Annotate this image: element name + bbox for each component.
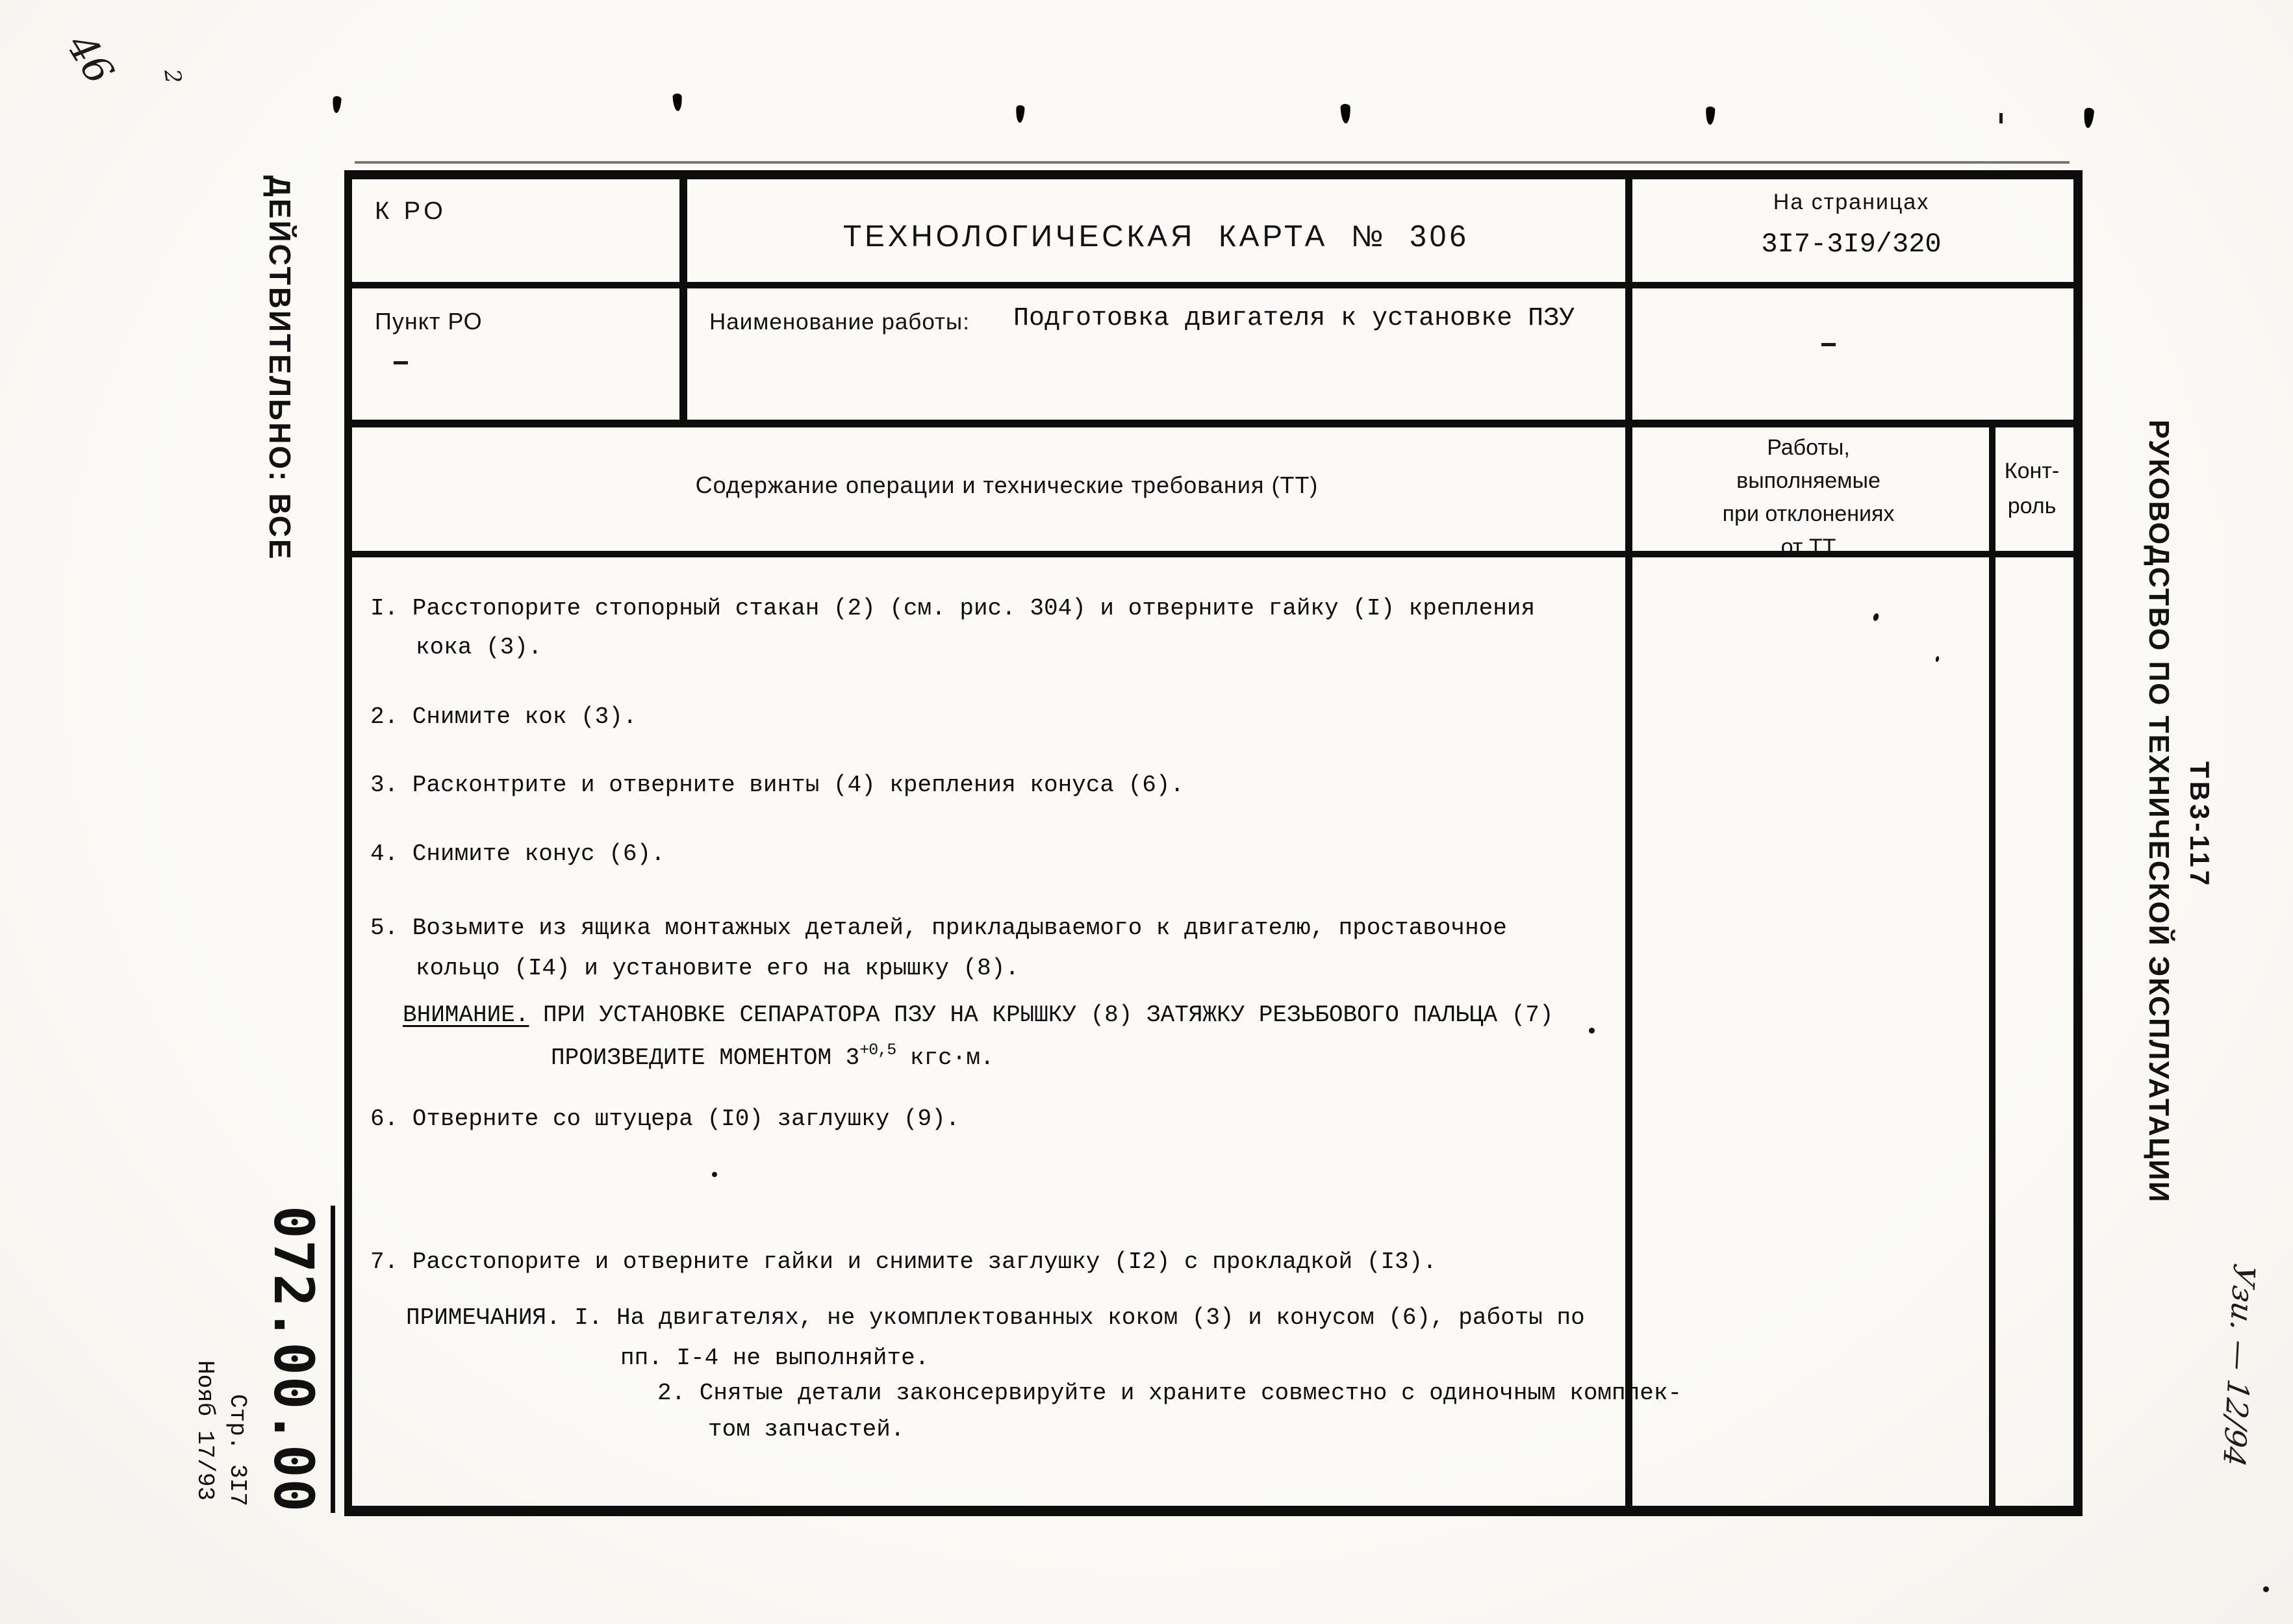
- speck: [1589, 1028, 1595, 1034]
- warning-label: ВНИМАНИЕ.: [403, 1002, 529, 1028]
- warning-text: ПРИ УСТАНОВКЕ СЕПАРАТОРА ПЗУ НА КРЫШКУ (8) ЗАТЯЖКУ РЕЗЬБОВОГО ПАЛЬЦА (7): [529, 1002, 1554, 1028]
- table-border-top: [344, 170, 2083, 179]
- table-border-left: [344, 170, 352, 1516]
- row-divider-1: [344, 282, 2083, 288]
- scan-mark: [1706, 107, 1716, 125]
- deviation-line-2: выполняемые: [1736, 468, 1881, 493]
- divider-kro-title: [679, 170, 687, 425]
- warning-line-1: [403, 1002, 1554, 1028]
- operation-1-line-1: I. Расстопорите стопорный стакан (2) (см. рис. 304) и отверните гайку (I) крепления: [370, 595, 1536, 622]
- punkt-ro-label: Пункт РО: [375, 308, 483, 335]
- scan-mark: [672, 94, 682, 112]
- stray-dash: [1821, 343, 1836, 346]
- scan-mark: [2083, 107, 2095, 128]
- warning-line-2: [551, 1041, 994, 1071]
- notes-line-3: 2. Снятые детали законсервируйте и храните совместно с одиночным комплек-: [657, 1380, 1682, 1406]
- notes-line-1: [406, 1304, 1585, 1331]
- revision-date: Нояб 17/93: [192, 1360, 218, 1501]
- column-header-content: Содержание операции и технические требования (ТТ): [695, 472, 1319, 498]
- row-divider-2: [344, 420, 2083, 427]
- notes-line-2: пп. I-4 не выполняйте.: [620, 1345, 930, 1371]
- warning-torque-superscript: +0,5: [859, 1041, 896, 1059]
- manual-title-vertical: РУКОВОДСТВО ПО ТЕХНИЧЕСКОЙ ЭКСПЛУАТАЦИИ: [2143, 420, 2175, 1204]
- operation-4: 4. Снимите конус (6).: [370, 841, 665, 867]
- notes-line-4: том запчастей.: [708, 1416, 905, 1443]
- speck: [712, 1172, 717, 1177]
- work-name-label: Наименование работы:: [709, 309, 970, 335]
- pencil-mark-2: 2: [158, 68, 187, 85]
- scan-mark: [1340, 104, 1350, 124]
- scan-mark: [1015, 105, 1024, 123]
- operation-1-line-2: кока (3).: [416, 634, 542, 661]
- operation-5-line-1: 5. Возьмите из ящика монтажных деталей, прикладываемого к двигателю, проставочное: [370, 915, 1507, 941]
- note-1-text: I. На двигателях, не укомплектованных коком (3) и конусом (6), работы по: [560, 1304, 1585, 1331]
- operation-5-line-2: кольцо (I4) и установите его на крышку (8).: [416, 955, 1019, 982]
- scan-tick: [1999, 113, 2003, 123]
- operation-7: 7. Расстопорите и отверните гайки и снимите заглушку (I2) с прокладкой (I3).: [370, 1249, 1437, 1275]
- operation-6: 6. Отверните со штуцера (I0) заглушку (9).: [370, 1106, 960, 1132]
- table-border-right: [2073, 170, 2083, 1516]
- work-name-value: Подготовка двигателя к установке ПЗУ: [1013, 304, 1575, 333]
- control-line-1: Конт-: [2004, 459, 2060, 483]
- handwritten-revision-note: Узи. — 12/94: [2216, 1261, 2262, 1469]
- warning-torque-pre: ПРОИЗВЕДИТЕ МОМЕНТОМ 3: [551, 1045, 860, 1071]
- engine-model-vertical: ТВ3-117: [2185, 761, 2215, 889]
- column-header-deviation: [1629, 431, 1988, 564]
- control-line-2: роль: [2007, 494, 2057, 518]
- column-header-control: [1992, 453, 2072, 524]
- operation-2: 2. Снимите кок (3).: [370, 704, 637, 730]
- on-pages-value: 3I7-3I9/320: [1761, 229, 1942, 260]
- speck: [2263, 1586, 2269, 1592]
- deviation-line-3: при отклонениях: [1722, 501, 1895, 526]
- notes-label: ПРИМЕЧАНИЯ.: [406, 1304, 561, 1331]
- pencil-mark-46: 46: [57, 26, 123, 92]
- validity-stamp: ДЕЙСТВИТЕЛЬНО: ВСЕ: [263, 175, 297, 561]
- warning-torque-post: кгс·м.: [896, 1045, 994, 1071]
- card-title: ТЕХНОЛОГИЧЕСКАЯ КАРТА № 306: [843, 219, 1469, 253]
- page-number: Стр. 3I7: [224, 1394, 251, 1506]
- k-ro-label: К РО: [375, 197, 447, 225]
- divider-content-deviation: [1625, 170, 1632, 1516]
- deviation-line-1: Работы,: [1767, 435, 1850, 460]
- scan-mark: [332, 96, 342, 114]
- speck: [1935, 656, 1940, 663]
- deviation-line-4: от ТТ: [1780, 535, 1836, 559]
- on-pages-label: На страницах: [1773, 190, 1930, 214]
- operation-3: 3. Расконтрите и отверните винты (4) крепления конуса (6).: [370, 772, 1185, 798]
- table-border-bottom: [344, 1506, 2083, 1516]
- table-border-top-ghost: [355, 161, 2070, 164]
- speck: [1872, 613, 1879, 622]
- stray-dash: [394, 361, 408, 364]
- divider-deviation-control: [1989, 421, 1995, 1516]
- chapter-code: 072.00.00: [262, 1206, 335, 1513]
